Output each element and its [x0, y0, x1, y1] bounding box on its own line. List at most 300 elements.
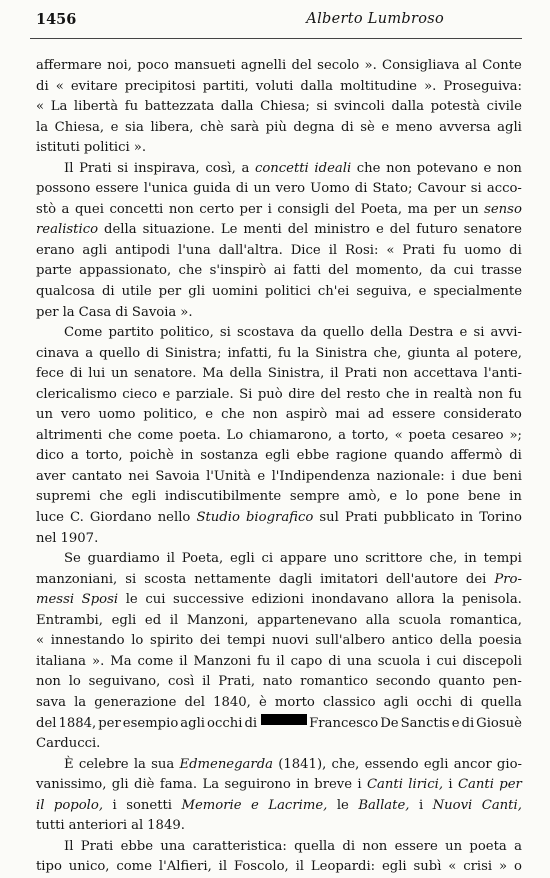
word: della — [229, 366, 263, 382]
word: « — [394, 427, 403, 443]
word: parziale. — [175, 386, 234, 402]
word: moltitudine — [340, 78, 417, 94]
word: dalla — [220, 99, 254, 115]
text-line — [36, 796, 522, 817]
word: Cavour — [417, 181, 466, 197]
word: qualcosa — [36, 284, 95, 300]
word: nato — [262, 674, 293, 690]
word: situazione. — [142, 222, 215, 238]
word: infatti, — [227, 345, 272, 361]
word: un — [36, 407, 53, 423]
word: « — [448, 859, 457, 875]
word: diè — [134, 777, 155, 793]
word: quando — [393, 448, 444, 464]
word: inspirava, — [133, 160, 200, 176]
word: Francesco — [309, 715, 379, 731]
word: » — [499, 859, 508, 875]
word: così — [168, 674, 195, 690]
word: antico — [391, 633, 433, 649]
text-line — [36, 570, 522, 591]
word: quello — [99, 345, 141, 361]
word: il — [276, 653, 285, 669]
word: Si — [239, 386, 253, 402]
italic-word: Pro- — [494, 571, 522, 587]
word: come — [116, 859, 152, 875]
text-line — [36, 364, 522, 385]
word: istituti — [36, 140, 80, 156]
word: De — [380, 715, 399, 731]
word: successive — [173, 592, 244, 608]
word: tempi — [227, 633, 266, 649]
word: per — [158, 284, 182, 300]
word: tutti — [36, 818, 65, 834]
word: il — [218, 859, 228, 875]
word: cui — [436, 653, 457, 669]
word: i — [426, 653, 431, 669]
word: a — [70, 448, 79, 464]
word: C. — [69, 510, 84, 526]
word: Entrambi, — [36, 612, 103, 628]
word: antipodi — [115, 242, 171, 258]
word: svincoli — [334, 99, 385, 115]
word: romantica, — [449, 612, 522, 628]
word: precipitosi — [124, 78, 196, 94]
word: uomo — [98, 407, 136, 423]
word: 1907. — [60, 530, 99, 546]
word: si — [219, 325, 231, 341]
word: Il — [64, 160, 74, 176]
word: egli — [381, 859, 407, 875]
word: gli — [188, 284, 206, 300]
word: l'unica — [143, 181, 189, 197]
word: Sinistra — [315, 345, 368, 361]
word: agnelli — [240, 58, 287, 73]
word: al — [131, 818, 144, 834]
word: libertà — [73, 99, 119, 115]
text-line — [36, 590, 522, 611]
word: agli — [180, 715, 206, 731]
word: poeta — [408, 427, 446, 443]
word: seguirono — [224, 777, 291, 793]
word: aspirò — [285, 407, 328, 423]
word: non — [36, 674, 61, 690]
word: partiti, — [202, 78, 249, 94]
word: le — [336, 797, 349, 813]
word: Destra — [408, 325, 454, 341]
italic-word: biografico — [245, 510, 314, 526]
word: sia — [125, 119, 144, 135]
word: « — [36, 99, 45, 115]
word: di — [354, 181, 368, 197]
word: bene — [467, 489, 501, 505]
word: evitare — [70, 78, 118, 94]
word: la — [36, 119, 49, 135]
text-line — [36, 344, 522, 365]
word: accettava — [413, 366, 478, 382]
word: appassionato, — [79, 263, 172, 279]
word: manzoniani, — [36, 571, 118, 587]
word: che, — [429, 551, 458, 567]
word: stò — [36, 201, 57, 217]
text-line — [36, 426, 522, 447]
word: imitatori — [320, 571, 378, 587]
text-line — [36, 714, 522, 735]
word: che, — [373, 345, 402, 361]
italic-word: Nuovi — [432, 797, 473, 813]
word: lo — [68, 674, 81, 690]
word: Rosi: — [345, 242, 379, 258]
word: concetti — [109, 201, 164, 217]
italic-word: concetti — [254, 160, 309, 176]
italic-word: Canti — [366, 777, 403, 793]
word: i — [448, 777, 453, 793]
word: ». — [133, 140, 147, 156]
word: che — [108, 427, 132, 443]
word: pone — [426, 489, 460, 505]
word: del — [184, 694, 205, 710]
word: lo — [405, 489, 418, 505]
word: del — [328, 263, 349, 279]
word: per — [433, 201, 457, 217]
word: degna — [293, 119, 335, 135]
word: fatti — [293, 263, 321, 279]
word: la — [297, 345, 310, 361]
word: vero — [275, 181, 306, 197]
word: avvi- — [490, 325, 522, 341]
italic-word: Memorie — [181, 797, 242, 813]
word: seguivano, — [88, 674, 161, 690]
text-line — [36, 755, 522, 776]
text-line — [36, 467, 522, 488]
word: « — [36, 633, 45, 649]
text-line — [36, 611, 522, 632]
italic-word: popolo, — [53, 797, 104, 813]
word: 1849. — [147, 818, 185, 834]
word: ». — [92, 653, 105, 669]
word: cantato — [71, 468, 122, 484]
word: fu — [124, 99, 139, 115]
text-line — [36, 77, 522, 98]
text-line — [36, 734, 522, 755]
word: Torino — [479, 510, 522, 526]
italic-word: per — [499, 777, 522, 793]
word: sonetti — [126, 797, 173, 813]
word: si — [125, 571, 137, 587]
word: si — [470, 181, 482, 197]
word: quanto — [438, 674, 485, 690]
word: l'anti- — [483, 366, 522, 382]
word: giunta — [407, 345, 451, 361]
word: Manzoni, — [186, 612, 249, 628]
word: poeta. — [179, 427, 221, 443]
word: fu — [508, 386, 522, 402]
word: di — [509, 448, 522, 464]
word: essere — [95, 181, 139, 197]
word: due — [461, 468, 487, 484]
word: uomo — [464, 242, 502, 258]
word: « — [386, 242, 395, 258]
word: secolo — [317, 58, 360, 73]
body-text — [36, 56, 522, 878]
word: Prati — [344, 366, 378, 382]
word: agli — [383, 694, 409, 710]
word: senatore — [463, 222, 522, 238]
word: fu — [277, 345, 292, 361]
word: gio- — [496, 756, 522, 772]
word: beni — [492, 468, 522, 484]
word: pubblicato — [383, 510, 455, 526]
word: Chiesa, — [54, 119, 105, 135]
word: dagli — [278, 571, 313, 587]
word: quello — [322, 325, 365, 341]
word: Manzoni — [193, 653, 251, 669]
word: nettamente — [194, 571, 271, 587]
word: un — [253, 181, 271, 197]
word: un — [461, 201, 479, 217]
word: aver — [36, 468, 66, 484]
word: altrimenti — [36, 427, 103, 443]
word: in — [180, 448, 194, 464]
word: e — [375, 222, 384, 238]
word: chè — [200, 119, 224, 135]
word: specialmente — [433, 284, 522, 300]
word: non — [252, 407, 278, 423]
word: i — [357, 777, 362, 793]
word: del — [287, 222, 309, 238]
word: Prati, — [218, 674, 256, 690]
text-line — [36, 775, 522, 796]
word: partito — [108, 325, 154, 341]
word: Il — [64, 838, 74, 854]
text-line — [36, 816, 522, 837]
word: ». — [364, 58, 377, 73]
text-line — [36, 159, 522, 180]
word: ad — [367, 407, 385, 423]
word: il — [166, 551, 175, 567]
text-line — [36, 693, 522, 714]
word: alla — [365, 612, 390, 628]
word: senatore. — [133, 366, 197, 382]
word: spirito — [150, 633, 194, 649]
italic-word: Canti, — [481, 797, 522, 813]
word: È — [64, 756, 74, 772]
word: per — [239, 201, 263, 217]
word: Proseguiva: — [443, 78, 522, 94]
italic-word: realistico — [36, 222, 99, 238]
word: la — [133, 756, 146, 772]
word: dell'autore — [385, 571, 458, 587]
word: sava — [36, 694, 66, 710]
word: Prati — [344, 510, 378, 526]
word: noi, — [107, 58, 132, 73]
word: una — [346, 653, 372, 669]
word: l'Alfieri, — [158, 859, 212, 875]
word: (1841), — [278, 756, 327, 772]
word: quella — [480, 694, 522, 710]
word: Carducci. — [36, 736, 101, 752]
word: nuovi — [271, 633, 309, 649]
word: lui — [88, 366, 106, 382]
word: crisi — [463, 859, 493, 875]
word: di — [509, 242, 522, 258]
word: politici — [264, 284, 311, 300]
word: sua — [151, 756, 175, 772]
text-line — [36, 261, 522, 282]
word: morto — [274, 694, 315, 710]
word: gli — [111, 777, 129, 793]
word: parte — [36, 263, 72, 279]
text-line — [36, 446, 522, 467]
word: uomini — [212, 284, 258, 300]
word: del — [334, 201, 356, 217]
word: non — [168, 201, 194, 217]
word: un — [111, 366, 129, 382]
word: sè — [360, 119, 375, 135]
word: da — [300, 325, 317, 341]
word: non — [362, 838, 388, 854]
word: una — [160, 838, 186, 854]
italic-word: Studio — [196, 510, 240, 526]
word: la — [442, 592, 455, 608]
word: edizioni — [251, 592, 304, 608]
word: fu — [442, 242, 457, 258]
word: dei — [199, 633, 221, 649]
word: acco- — [486, 181, 522, 197]
word: ». — [424, 78, 437, 94]
word: egli — [230, 551, 255, 567]
word: La — [202, 777, 220, 793]
text-line — [36, 385, 522, 406]
word: Stato; — [372, 181, 413, 197]
italic-word: ideali — [314, 160, 352, 176]
word: fama. — [159, 777, 198, 793]
word: che — [356, 160, 381, 176]
word: Prati — [79, 160, 112, 176]
word: inondavano — [311, 592, 389, 608]
word: poesia — [478, 633, 522, 649]
word: scrittore — [365, 551, 423, 567]
word: non — [382, 366, 408, 382]
italic-word: e — [251, 797, 259, 813]
word: affermare — [36, 58, 102, 73]
word: che, — [331, 756, 360, 772]
word: Ma — [202, 366, 224, 382]
word: può — [257, 386, 283, 402]
word: Chiesa; — [260, 99, 310, 115]
word: i — [418, 797, 424, 813]
word: e — [389, 489, 398, 505]
word: e — [459, 325, 468, 341]
word: dalla — [300, 78, 333, 94]
word: scosta — [144, 571, 187, 587]
word: che — [385, 386, 410, 402]
word: clericalismo — [36, 386, 117, 402]
word: il — [169, 612, 179, 628]
text-line — [36, 508, 522, 529]
text-line — [36, 56, 522, 77]
word: di — [69, 366, 83, 382]
word: Come — [64, 325, 103, 341]
word: affermò — [450, 448, 503, 464]
word: si — [473, 325, 485, 341]
word: a — [241, 160, 250, 176]
word: sempre — [289, 489, 340, 505]
word: non — [496, 160, 522, 176]
word: »; — [509, 427, 522, 443]
text-line — [36, 837, 522, 858]
word: che — [99, 489, 123, 505]
word: in — [415, 386, 428, 402]
word: Le — [220, 222, 238, 238]
word: cui — [453, 263, 474, 279]
word: nazionale: — [376, 468, 445, 484]
word: così, — [205, 160, 236, 176]
word: capo — [290, 653, 323, 669]
word: scostava — [237, 325, 295, 341]
italic-word: senso — [484, 201, 522, 217]
word: Se — [64, 551, 81, 567]
word: erano — [36, 242, 75, 258]
word: del — [320, 386, 341, 402]
word: nel — [36, 530, 57, 546]
word: di — [341, 119, 354, 135]
running-header — [36, 4, 522, 34]
word: scuola — [398, 612, 442, 628]
text-line — [36, 672, 522, 693]
word: ministro — [314, 222, 370, 238]
word: Consigliava — [382, 58, 460, 73]
word: di — [101, 284, 115, 300]
word: potestà — [430, 99, 480, 115]
word: potere, — [474, 345, 522, 361]
word: Dice — [290, 242, 321, 258]
text-line — [36, 652, 522, 673]
word: da — [429, 263, 447, 279]
word: trasse — [481, 263, 522, 279]
word: e — [257, 468, 266, 484]
word: vero — [61, 407, 91, 423]
word: discepoli — [462, 653, 522, 669]
word: dalla — [391, 99, 424, 115]
word: sostanza — [200, 448, 259, 464]
word: la — [74, 694, 87, 710]
text-line — [36, 118, 522, 139]
word: Sinistra, — [267, 366, 325, 382]
word: dire — [288, 386, 315, 402]
word: mai — [335, 407, 360, 423]
word: come — [137, 653, 174, 669]
word: o — [513, 859, 522, 875]
word: appare — [279, 551, 327, 567]
italic-word: messi — [36, 592, 75, 608]
word: sarà — [230, 119, 260, 135]
word: egli — [265, 448, 290, 464]
word: ebbe — [296, 448, 330, 464]
word: ai — [273, 263, 286, 279]
text-line — [36, 282, 522, 303]
word: al — [464, 58, 477, 73]
word: poco — [137, 58, 169, 73]
word: consigli — [277, 201, 330, 217]
word: cui — [145, 592, 166, 608]
word: vanissimo, — [36, 777, 107, 793]
word: guida — [193, 181, 231, 197]
word: dei — [465, 571, 487, 587]
word: ». — [180, 304, 193, 320]
word: agli — [82, 242, 108, 258]
word: come — [137, 427, 174, 443]
word: fu — [256, 653, 271, 669]
